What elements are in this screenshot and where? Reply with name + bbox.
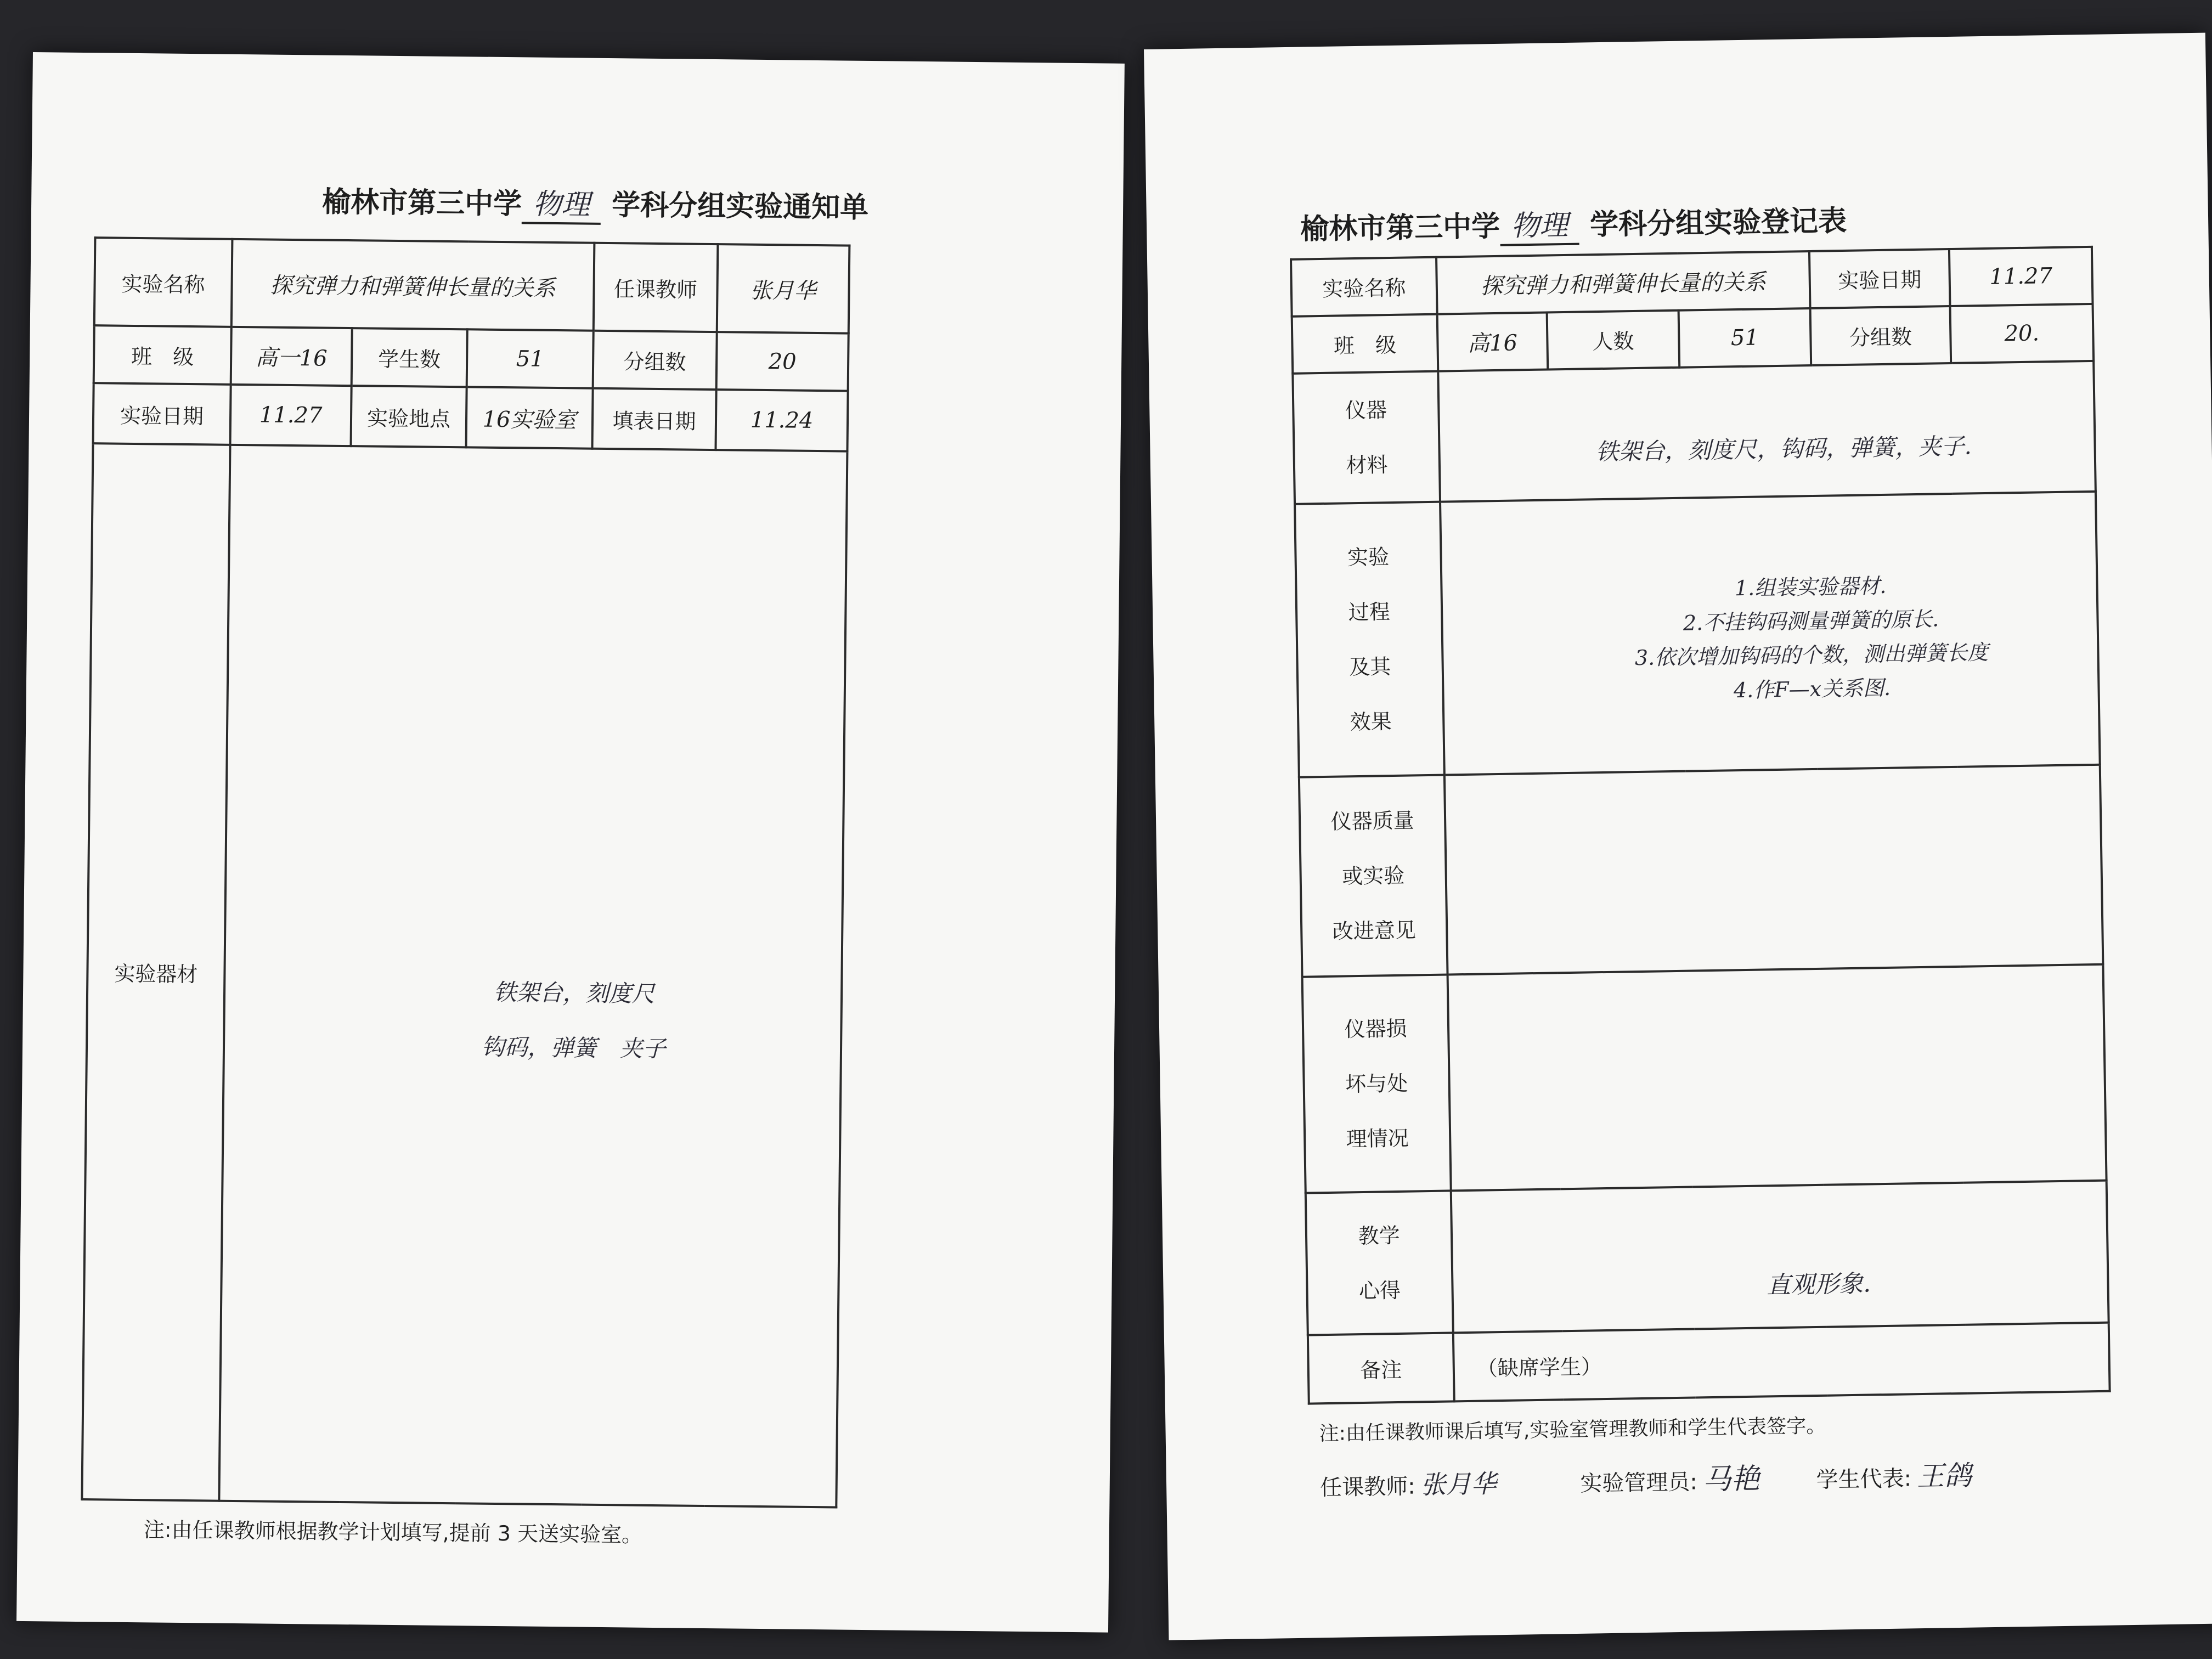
- notice-sheet: [16, 52, 1125, 1633]
- record-value-insight: [1451, 1181, 2109, 1333]
- record-label-process: [1295, 502, 1444, 777]
- materials-label-1: 仪器: [1345, 398, 1387, 423]
- sig-teacher: 张月华: [1420, 1469, 1497, 1500]
- record-label-quality: [1299, 775, 1448, 977]
- process-step-3: 3.依次增加钩码的个数，测出弹簧长度: [1634, 640, 1989, 670]
- record-value-class: 高16: [1437, 312, 1548, 371]
- record-label-people: 人数: [1547, 311, 1680, 370]
- sig-admin-label: 实验管理员:: [1580, 1469, 1698, 1497]
- record-table: [1290, 246, 2111, 1405]
- process-label-4: 效果: [1350, 709, 1392, 735]
- process-label-3: 及其: [1348, 654, 1391, 680]
- value-exp-name: 探究弹力和弹簧伸长量的关系: [232, 239, 595, 331]
- value-location: 16实验室: [466, 387, 593, 448]
- label-exp-date: 实验日期: [93, 383, 231, 445]
- record-label-damage: [1302, 974, 1451, 1193]
- record-label-materials: [1293, 371, 1440, 504]
- record-value-remarks: （缺席学生）: [1453, 1323, 2110, 1401]
- record-label-groups: 分组数: [1810, 306, 1951, 365]
- notice-title: [322, 179, 869, 228]
- record-subject: 物理: [1499, 202, 1579, 246]
- record-value-groups: 20.: [1950, 304, 2094, 363]
- record-label-class: 班 级: [1292, 314, 1438, 373]
- equipment-line-1: 铁架台，刻度尺: [493, 978, 655, 1007]
- sig-teacher-label: 任课教师:: [1319, 1474, 1416, 1501]
- process-step-1: 1.组装实验器材.: [1734, 574, 1887, 601]
- record-label-insight: [1306, 1190, 1453, 1335]
- record-title-suffix: 学科分组实验登记表: [1589, 204, 1847, 242]
- signature-row: [1319, 1452, 1977, 1503]
- label-exp-name: 实验名称: [94, 238, 233, 327]
- record-label-exp-date: 实验日期: [1809, 249, 1950, 308]
- quality-label-3: 改进意见: [1332, 918, 1417, 944]
- record-value-people: 51: [1679, 308, 1812, 368]
- label-location: 实验地点: [351, 386, 467, 447]
- damage-label-3: 理情况: [1346, 1126, 1409, 1152]
- value-equipment: [219, 445, 847, 1508]
- damage-label-1: 仪器损: [1344, 1016, 1407, 1042]
- label-fill-date: 填表日期: [592, 388, 716, 450]
- record-label-remarks: 备注: [1308, 1333, 1454, 1404]
- sig-student-label: 学生代表:: [1816, 1466, 1912, 1493]
- label-class: 班 级: [94, 325, 232, 385]
- record-label-exp-name: 实验名称: [1291, 257, 1437, 317]
- insight-label-1: 教学: [1358, 1223, 1400, 1248]
- label-groups: 分组数: [593, 331, 717, 390]
- process-label-2: 过程: [1348, 600, 1391, 625]
- label-teacher: 任课教师: [594, 243, 718, 332]
- quality-label-1: 仪器质量: [1330, 808, 1414, 834]
- sig-student: 王鸽: [1916, 1459, 1972, 1493]
- materials-text: 铁架台，刻度尺，钩码，弹簧，夹子.: [1595, 432, 1972, 466]
- record-value-exp-name: 探究弹力和弹簧伸长量的关系: [1436, 251, 1810, 314]
- record-title-prefix: 榆林市第三中学: [1300, 210, 1500, 246]
- record-sheet: [1144, 33, 2212, 1640]
- label-students: 学生数: [352, 328, 467, 387]
- process-label-1: 实验: [1347, 545, 1390, 570]
- materials-label-2: 材料: [1346, 452, 1388, 478]
- value-students: 51: [467, 329, 594, 388]
- record-value-quality: [1444, 765, 2103, 974]
- record-value-exp-date: 11.27: [1949, 247, 2093, 306]
- value-fill-date: 11.24: [715, 390, 848, 452]
- notice-title-prefix: 榆林市第三中学: [321, 185, 522, 221]
- insight-text: 直观形象.: [1766, 1269, 1871, 1300]
- notice-table: [81, 236, 850, 1508]
- record-value-materials: [1438, 360, 2096, 501]
- record-title: [1300, 198, 1847, 250]
- label-equipment: 实验器材: [82, 443, 230, 1501]
- damage-label-2: 坏与处: [1345, 1071, 1408, 1097]
- record-value-damage: [1448, 964, 2107, 1190]
- notice-title-suffix: 学科分组实验通知单: [611, 189, 869, 224]
- value-groups: 20: [716, 332, 849, 391]
- record-footnote: 注:由任课教师课后填写,实验室管理教师和学生代表签字。: [1319, 1414, 1826, 1446]
- process-step-2: 2.不挂钩码测量弹簧的原长.: [1683, 607, 1939, 635]
- insight-label-2: 心得: [1358, 1278, 1401, 1303]
- value-class: 高一16: [231, 327, 352, 386]
- value-teacher: 张月华: [717, 244, 850, 334]
- quality-label-2: 或实验: [1341, 863, 1405, 889]
- notice-subject: 物理: [522, 180, 601, 225]
- record-value-process: [1440, 492, 2100, 775]
- sig-admin: 马艳: [1702, 1462, 1760, 1497]
- process-step-4: 4.作F—x关系图.: [1733, 676, 1891, 703]
- equipment-line-2: 钩码，弹簧 夹子: [481, 1033, 666, 1062]
- value-exp-date: 11.27: [230, 385, 352, 446]
- notice-footnote: 注:由任课教师根据教学计划填写,提前 3 天送实验室。: [143, 1517, 643, 1547]
